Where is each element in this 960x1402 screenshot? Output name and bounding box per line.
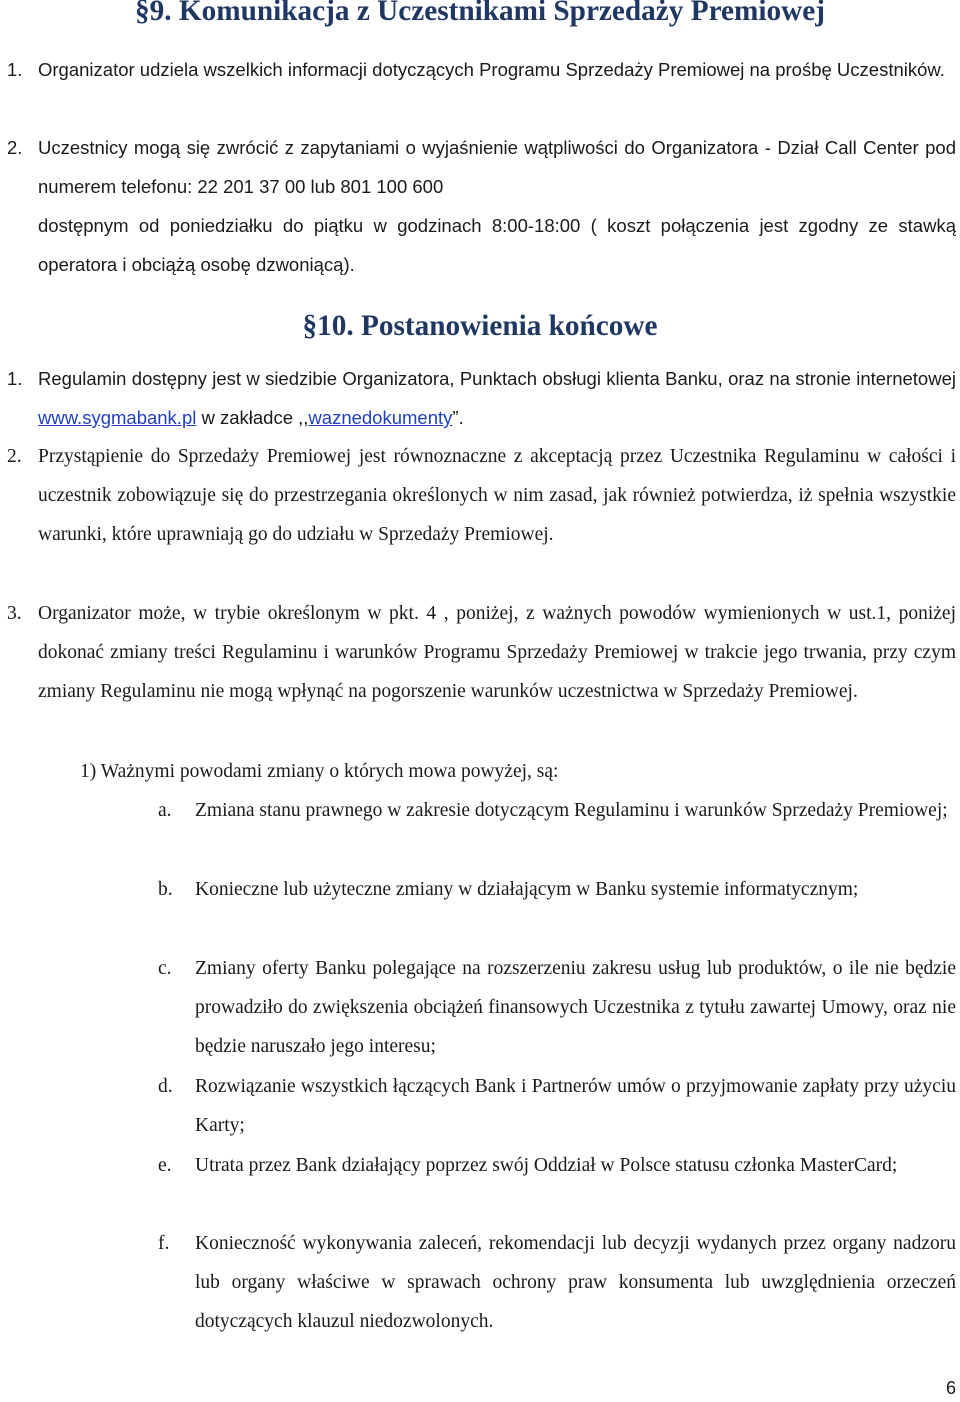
- page-number: 6: [945, 1378, 956, 1398]
- subpoint-1: [80, 752, 956, 791]
- list-item: [158, 1067, 956, 1145]
- list-text: Konieczność wykonywania zaleceń, rekomendacji lub decyzji wydanych przez organy nadzoru lub organy właściwe w sprawach ochrony praw konsumenta lub uwzględnienia orzeczeń dotyczących klauzul niedozwolonych.: [195, 1233, 956, 1332]
- list-letter: c.: [158, 958, 172, 979]
- list-letter: b.: [158, 879, 173, 900]
- list-letter: a.: [158, 800, 172, 821]
- section-10-paragraph-1: [0, 359, 956, 437]
- subpoint-number: 1): [80, 761, 97, 782]
- section-10-paragraph-2: [0, 437, 956, 554]
- section-9-paragraph-2: [0, 128, 956, 284]
- paragraph-text-continued: dostępnym od poniedziałku do piątku w godzinach 8:00-18:00 ( koszt połączenia jest zgodny ze stawką operatora i obciążą osobę dzwoniącą).: [38, 215, 956, 275]
- list-item: [158, 870, 956, 909]
- section-9-heading: §9. Komunikacja z Uczestnikami Sprzedaży Premiowej: [135, 0, 825, 27]
- documents-tab-link[interactable]: waznedokumenty: [308, 407, 453, 428]
- text-part: Regulamin dostępny jest w siedzibie Organizatora, Punktach obsługi klienta Banku, oraz na stronie internetowej: [38, 368, 956, 389]
- list-text: Zmiany oferty Banku polegające na rozszerzeniu zakresu usług lub produktów, o ile nie będzie prowadziło do zwiększenia obciążeń finansowych Uczestnika z tytułu zawartej Umowy, oraz nie będzie naruszało jego interesu;: [195, 958, 956, 1057]
- paragraph-number: 2.: [7, 446, 22, 467]
- section-9-paragraph-1: [0, 50, 956, 89]
- list-item: [158, 1224, 956, 1341]
- paragraph-text: Uczestnicy mogą się zwrócić z zapytaniami o wyjaśnienie wątpliwości do Organizatora - Dział Call Center pod numerem telefonu: 22 201 37 00 lub 801 100 600: [38, 137, 956, 197]
- list-text: Rozwiązanie wszystkich łączących Bank i Partnerów umów o przyjmowanie zapłaty przy użyciu Karty;: [195, 1076, 956, 1136]
- list-item: [158, 1146, 956, 1185]
- paragraph-text: [0, 359, 956, 437]
- section-10-heading: §10. Postanowienia końcowe: [302, 310, 658, 342]
- section-10-paragraph-3: [0, 594, 956, 711]
- paragraph-number: 1.: [7, 59, 23, 80]
- paragraph-text: Organizator może, w trybie określonym w pkt. 4 , poniżej, z ważnych powodów wymienionych w ust.1, poniżej dokonać zmiany treści Regulaminu i warunków Programu Sprzedaży Premiowej w trakcie jego trwania, przy czym zmiany Regulaminu nie mogą wpłynąć na pogorszenie warunków uczestnictwa w Sprzedaży Premiowej.: [38, 603, 956, 702]
- list-letter: d.: [158, 1076, 173, 1097]
- paragraph-number: 3.: [7, 603, 22, 624]
- website-link[interactable]: www.sygmabank.pl: [38, 407, 197, 428]
- text-part: ”.: [452, 407, 464, 428]
- list-item: [158, 791, 956, 830]
- text-part: w zakładce ,,: [196, 407, 309, 428]
- subpoint-text: Ważnymi powodami zmiany o których mowa powyżej, są:: [100, 761, 559, 782]
- list-text: Utrata przez Bank działający poprzez swój Oddział w Polsce statusu członka MasterCard;: [195, 1155, 898, 1176]
- paragraph-number: 1.: [7, 368, 23, 389]
- paragraph-text: Przystąpienie do Sprzedaży Premiowej jest równoznaczne z akceptacją przez Uczestnika Regulaminu w całości i uczestnik zobowiązuje się do przestrzegania określonych w nim zasad, jak również potwierdza, iż spełnia wszystkie warunki, które uprawniają go do udziału w Sprzedaży Premiowej.: [38, 446, 956, 545]
- list-text: Zmiana stanu prawnego w zakresie dotyczącym Regulaminu i warunków Sprzedaży Premiowej;: [195, 800, 948, 821]
- paragraph-number: 2.: [7, 137, 23, 158]
- list-letter: e.: [158, 1155, 172, 1176]
- list-letter: f.: [158, 1233, 170, 1254]
- list-text: Konieczne lub użyteczne zmiany w działającym w Banku systemie informatycznym;: [195, 879, 859, 900]
- list-item: [158, 949, 956, 1066]
- paragraph-text: Organizator udziela wszelkich informacji dotyczących Programu Sprzedaży Premiowej na prośbę Uczestników.: [38, 59, 945, 80]
